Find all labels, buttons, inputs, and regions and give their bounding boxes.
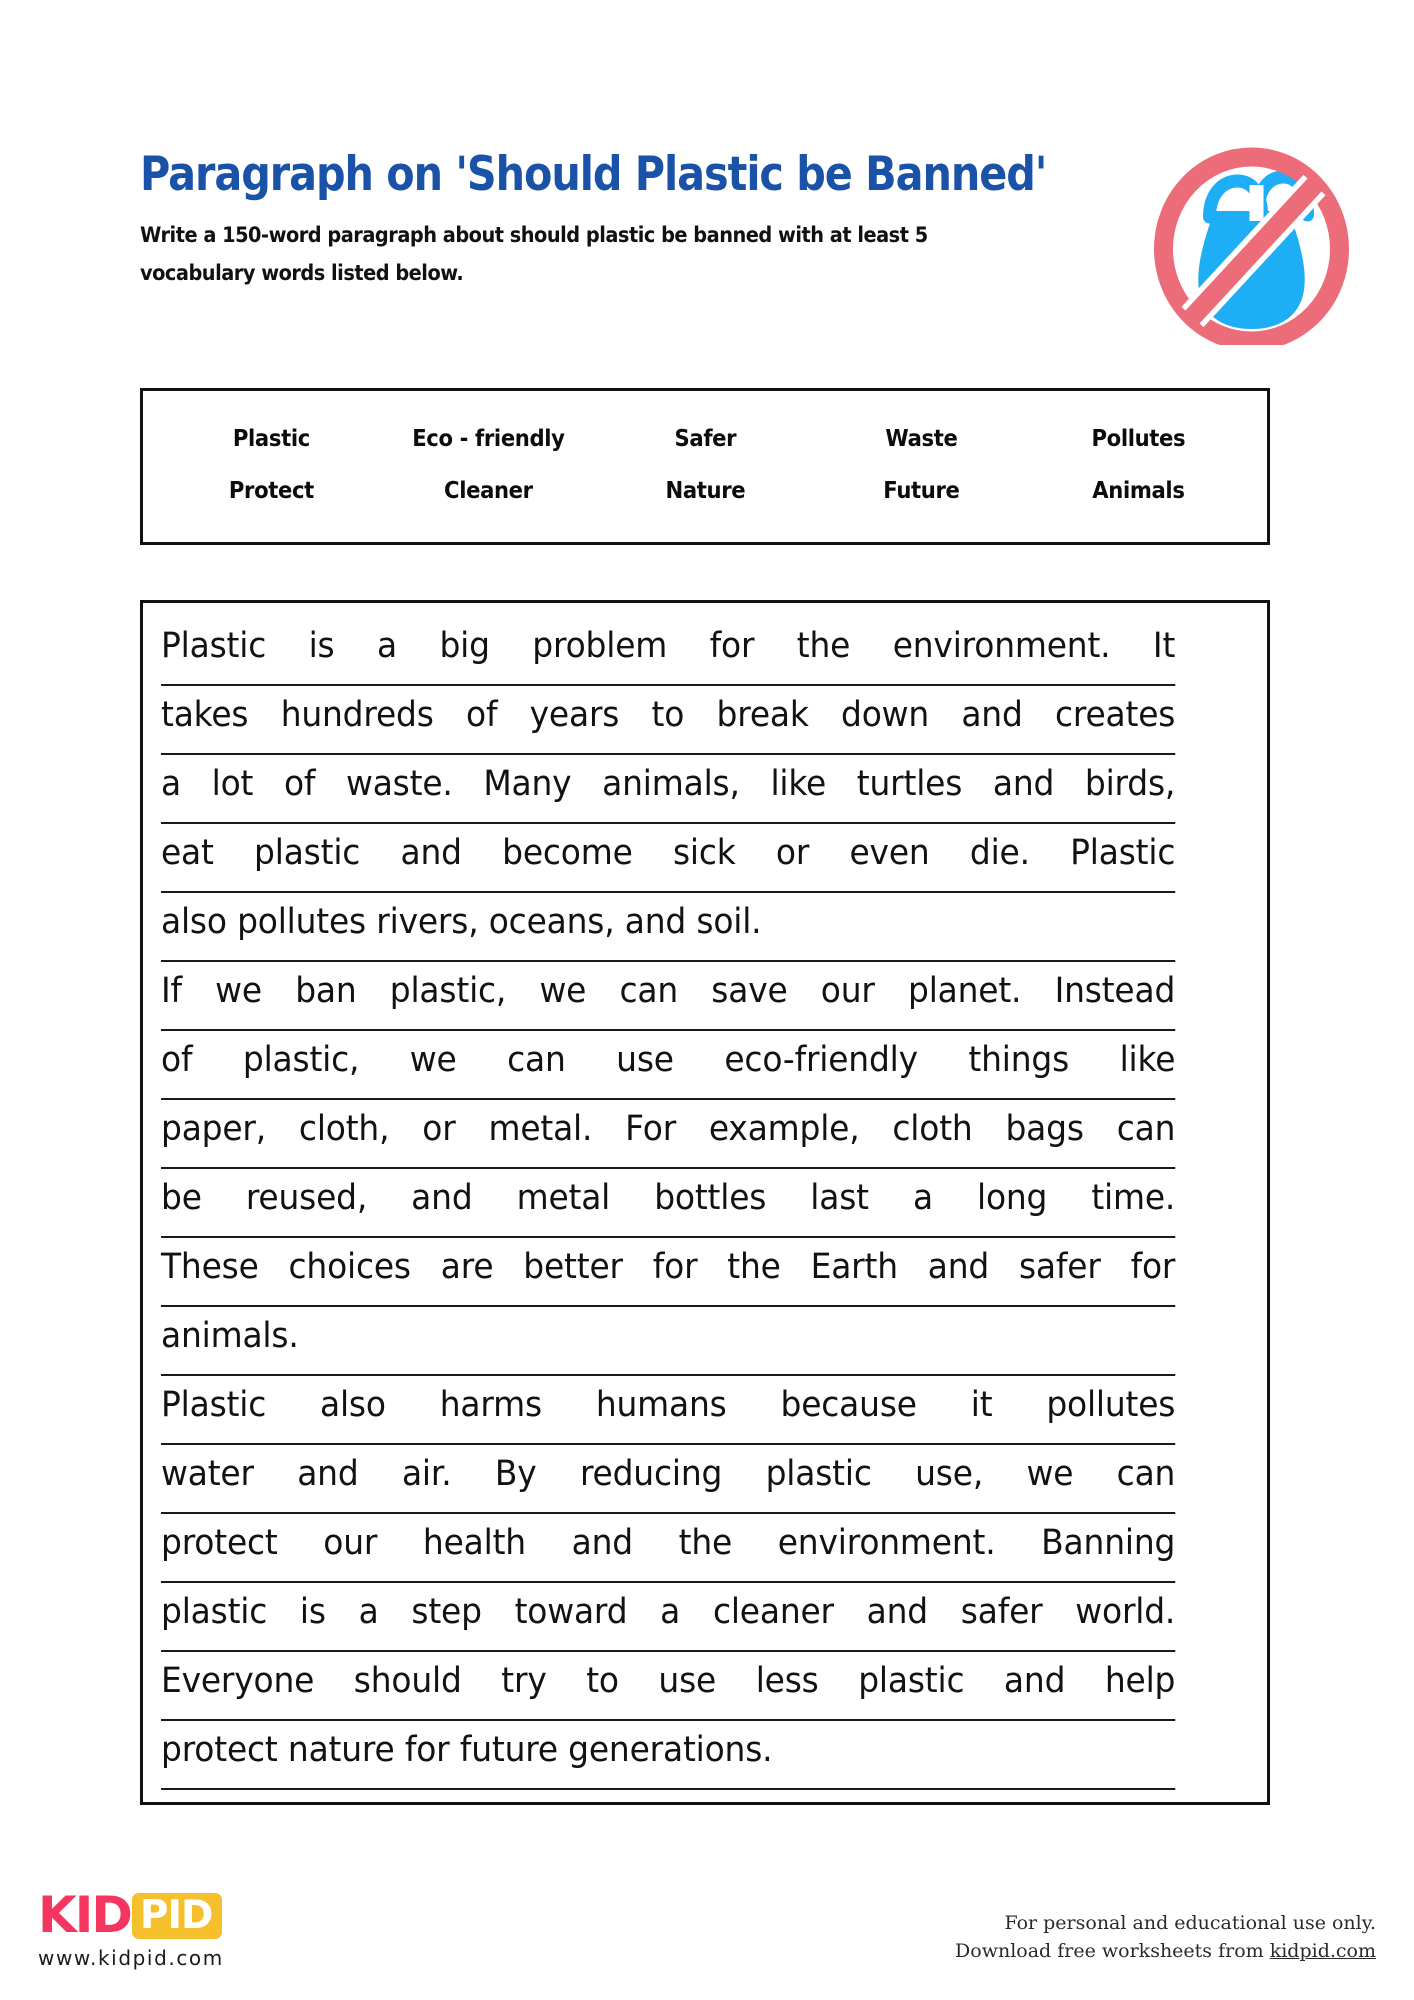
answer-word: even (849, 833, 930, 873)
vocabulary-word: Future (883, 477, 960, 504)
answer-word: use (616, 1040, 674, 1080)
answer-word: use, (915, 1454, 984, 1494)
answer-word: years (529, 695, 620, 735)
vocabulary-word: Animals (1092, 477, 1185, 504)
answer-word: Plastic (1070, 833, 1176, 873)
answer-word: bottles (654, 1178, 767, 1218)
page-title: Paragraph on 'Should Plastic be Banned' (140, 147, 1047, 202)
answer-word: save (711, 971, 788, 1011)
worksheet-header (140, 147, 1280, 293)
answer-line (161, 617, 1175, 686)
answer-word: like (1119, 1040, 1176, 1080)
answer-word: the (796, 626, 851, 666)
answer-word: help (1104, 1661, 1176, 1701)
answer-word: cloth, (298, 1109, 390, 1149)
answer-word: and (400, 833, 462, 873)
answer-word: we (409, 1040, 457, 1080)
answer-word: because (780, 1385, 917, 1425)
answer-word: the (727, 1247, 781, 1287)
answer-line: also pollutes rivers, oceans, and soil. (161, 893, 1175, 962)
answer-word: cleaner (712, 1592, 834, 1632)
answer-word: protect (161, 1523, 278, 1563)
logo-text-kid: KID (38, 1886, 131, 1944)
answer-word: it (970, 1385, 993, 1425)
answer-line (161, 1445, 1175, 1514)
answer-word: things (968, 1040, 1070, 1080)
answer-word: and (866, 1592, 928, 1632)
answer-word: plastic (161, 1592, 268, 1632)
answer-word: example, (708, 1109, 860, 1149)
answer-word: health (422, 1523, 526, 1563)
answer-word: and (411, 1178, 473, 1218)
answer-word: humans (595, 1385, 727, 1425)
answer-word: paper, (161, 1109, 267, 1149)
answer-line (161, 686, 1175, 755)
answer-word: lot (211, 764, 254, 804)
answer-word: creates (1054, 695, 1176, 735)
answer-word: and (1003, 1661, 1066, 1701)
footer-usage-note (955, 1910, 1376, 1965)
answer-word: safer (1018, 1247, 1101, 1287)
answer-word: waste. (345, 764, 453, 804)
answer-word: long (976, 1178, 1048, 1218)
answer-word: plastic (765, 1454, 872, 1494)
answer-word: air. (401, 1454, 452, 1494)
answer-word: for (709, 626, 755, 666)
answer-word: time. (1091, 1178, 1176, 1218)
answer-word: of (466, 695, 498, 735)
instructions-text: Write a 150-word paragraph about should plastic be banned with at least 5 vocabulary words listed below. (140, 223, 928, 286)
answer-word: bags (1005, 1109, 1084, 1149)
answer-word: or (775, 833, 810, 873)
answer-word: better (523, 1247, 623, 1287)
answer-word: we (215, 971, 262, 1011)
answer-word: we (1026, 1454, 1074, 1494)
answer-word: plastic, (389, 971, 507, 1011)
answer-line (161, 824, 1175, 893)
answer-word: sick (672, 833, 736, 873)
answer-word: birds, (1084, 764, 1176, 804)
answer-word: is (299, 1592, 326, 1632)
answer-line (161, 1238, 1175, 1307)
answer-word: can (1116, 1109, 1176, 1149)
answer-word: metal (516, 1178, 611, 1218)
logo-badge-pid (132, 1893, 222, 1939)
answer-word: Instead (1054, 971, 1176, 1011)
answer-line (161, 1100, 1175, 1169)
answer-word: plastic, (242, 1040, 360, 1080)
answer-word: or (422, 1109, 456, 1149)
kidpid-link[interactable]: kidpid.com (1269, 1939, 1376, 1962)
answer-word: turtles (856, 764, 963, 804)
answer-word: we (539, 971, 587, 1011)
answer-word: for (1130, 1247, 1176, 1287)
answer-line (161, 962, 1175, 1031)
answer-word: reducing (579, 1454, 723, 1494)
answer-word: planet. (908, 971, 1022, 1011)
answer-word: By (494, 1454, 537, 1494)
vocabulary-word: Waste (885, 425, 958, 452)
answer-word: down (841, 695, 930, 735)
answer-line (161, 755, 1175, 824)
logo-text-pid: PID (139, 1893, 213, 1938)
vocabulary-word: Nature (665, 477, 745, 504)
answer-word: hundreds (280, 695, 434, 735)
answer-word: a (660, 1592, 681, 1632)
answer-word: step (411, 1592, 482, 1632)
answer-word: Plastic (161, 1385, 267, 1425)
logo-website-url: www.kidpid.com (38, 1946, 224, 1970)
answer-word: a (376, 626, 397, 666)
answer-word: and (992, 764, 1055, 804)
kidpid-logo (38, 1882, 438, 1970)
answer-word: are (440, 1247, 494, 1287)
answer-line (161, 1652, 1175, 1721)
answer-word: try (501, 1661, 547, 1701)
answer-word: If (161, 971, 182, 1011)
answer-word: should (353, 1661, 462, 1701)
answer-word: also (320, 1385, 386, 1425)
vocabulary-row (143, 426, 1267, 452)
answer-word: problem (532, 626, 668, 666)
vocabulary-row (143, 478, 1267, 504)
vocabulary-word: Plastic (232, 425, 310, 452)
no-plastic-bag-icon (1144, 145, 1359, 345)
answer-word: big (439, 626, 490, 666)
answer-word: and (927, 1247, 990, 1287)
answer-word: to (651, 695, 685, 735)
answer-word: Banning (1041, 1523, 1176, 1563)
answer-word: die. (969, 833, 1030, 873)
answer-line: animals. (161, 1307, 1175, 1376)
answer-word: can (619, 971, 679, 1011)
answer-word: and (297, 1454, 359, 1494)
answer-word: animals, (602, 764, 740, 804)
answer-word: a (358, 1592, 379, 1632)
answer-word: Earth (810, 1247, 898, 1287)
usage-note-line1: For personal and educational use only. (1004, 1912, 1376, 1934)
answer-line (161, 1514, 1175, 1583)
answer-word: can (1116, 1454, 1176, 1494)
answer-word: ban (295, 971, 357, 1011)
answer-word: metal. (488, 1109, 593, 1149)
answer-word: of (161, 1040, 193, 1080)
answer-word: toward (514, 1592, 628, 1632)
answer-line (161, 1583, 1175, 1652)
answer-word: for (652, 1247, 698, 1287)
answer-word: of (283, 764, 316, 804)
answer-word: can (507, 1040, 566, 1080)
answer-word: a (912, 1178, 933, 1218)
answer-word: to (586, 1661, 619, 1701)
vocabulary-word-bank (140, 388, 1270, 545)
answer-word: cloth (892, 1109, 973, 1149)
vocabulary-word: Eco - friendly (411, 425, 565, 452)
answer-word: become (502, 833, 633, 873)
answer-word: Everyone (161, 1661, 315, 1701)
answer-word: the (678, 1523, 733, 1563)
answer-word: reused, (245, 1178, 368, 1218)
usage-note-prefix: Download free worksheets from (955, 1939, 1270, 1962)
answer-word: environment. (892, 626, 1111, 666)
answer-word: break (716, 695, 809, 735)
answer-word: eco-friendly (724, 1040, 918, 1080)
answer-word: environment. (777, 1523, 996, 1563)
answer-word: pollutes (1046, 1385, 1176, 1425)
answer-word: water (161, 1454, 254, 1494)
answer-word: Many (483, 764, 572, 804)
answer-word: and (961, 695, 1023, 735)
paragraph-answer-box[interactable] (140, 600, 1270, 1805)
answer-line: protect nature for future generations. (161, 1721, 1175, 1790)
vocabulary-word: Safer (674, 425, 736, 452)
answer-word: safer (960, 1592, 1043, 1632)
answer-word: is (308, 626, 335, 666)
answer-word: choices (288, 1247, 411, 1287)
answer-word: world. (1075, 1592, 1176, 1632)
answer-word: last (810, 1178, 869, 1218)
answer-word: For (625, 1109, 677, 1149)
answer-word: our (820, 971, 875, 1011)
answer-word: our (323, 1523, 378, 1563)
answer-word: These (161, 1247, 259, 1287)
answer-word: harms (439, 1385, 542, 1425)
answer-word: be (161, 1178, 202, 1218)
answer-word: takes (161, 695, 249, 735)
answer-word: use (658, 1661, 717, 1701)
answer-word: plastic (858, 1661, 965, 1701)
answer-word: Plastic (161, 626, 267, 666)
vocabulary-word: Cleaner (443, 477, 533, 504)
vocabulary-word: Protect (228, 477, 314, 504)
answer-word: like (770, 764, 827, 804)
answer-word: less (755, 1661, 819, 1701)
usage-note-line2 (955, 1938, 1376, 1966)
answer-line (161, 1031, 1175, 1100)
vocabulary-word: Pollutes (1091, 425, 1186, 452)
answer-line (161, 1169, 1175, 1238)
answer-lines (161, 617, 1249, 1790)
answer-line (161, 1376, 1175, 1445)
logo-wordmark (38, 1882, 438, 1944)
answer-word: and (571, 1523, 633, 1563)
answer-word: eat (161, 833, 214, 873)
answer-word: plastic (254, 833, 361, 873)
answer-word: a (161, 764, 181, 804)
answer-word: It (1152, 626, 1176, 666)
